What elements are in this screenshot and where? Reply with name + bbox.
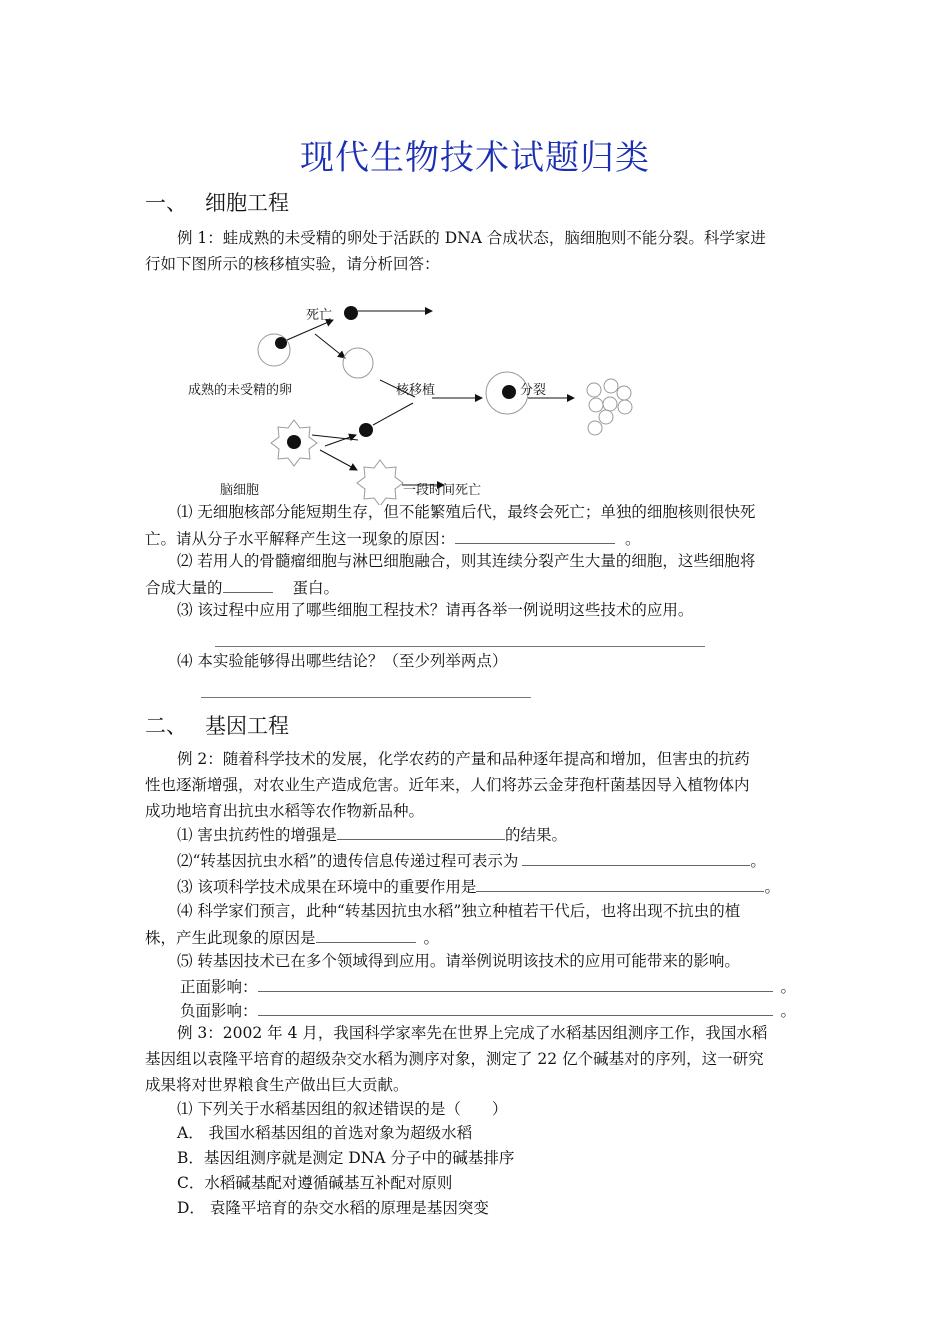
- text-line: 例 2：随着科学技术的发展，化学农药的产量和品种逐年提高和增加，但害虫的抗药: [177, 750, 750, 768]
- text-line: 。: [780, 978, 797, 996]
- text-line: 成功地培育出抗虫水稻等农作物新品种。: [145, 802, 425, 820]
- answer-blank[interactable]: [455, 525, 615, 544]
- text-line: 。: [750, 852, 766, 870]
- text-line: 基因组以袁隆平培育的超级杂交水稻为测序对象，测定了 22 亿个碱基对的序列，这一研究: [145, 1050, 764, 1068]
- text-line: ⑵“转基因抗虫水稻”的遗传信息传递过程可表示为: [177, 852, 519, 870]
- section-label: 基因工程: [205, 714, 289, 738]
- text-line: ⑷ 本实验能够得出哪些结论？（至少列举两点）: [177, 652, 508, 670]
- option-d[interactable]: D． 袁隆平培育的杂交水稻的原理是基因突变: [177, 1199, 489, 1217]
- egg-nucleus: [275, 337, 287, 349]
- answer-blank[interactable]: [316, 924, 416, 943]
- answer-blank[interactable]: [223, 574, 273, 593]
- text-line: 性也逐渐增强，对农业生产造成危害。近年来，人们将苏云金芽孢杆菌基因导入植物体内: [145, 776, 750, 794]
- positive-impact-row: [145, 973, 810, 1000]
- text-line: 正面影响：: [180, 978, 258, 996]
- text-line: ⑶ 该项科学技术成果在环境中的重要作用是: [177, 878, 477, 896]
- label-brain: 脑细胞: [220, 483, 260, 498]
- answer-blank[interactable]: [258, 973, 773, 992]
- text-line: 蛋白。: [292, 579, 340, 597]
- text-line: 。: [780, 1002, 797, 1020]
- example-2-intro: [145, 746, 810, 824]
- example-2-question-1: [145, 821, 810, 848]
- text-line: 。: [625, 530, 641, 548]
- transferred-nucleus: [502, 385, 516, 399]
- text-line: 亡。请从分子水平解释产生这一现象的原因：: [145, 530, 456, 548]
- label-dead: 死亡: [306, 308, 333, 323]
- example-2-question-5: [145, 948, 810, 974]
- example-2-question-2: [145, 847, 810, 874]
- text-line: 的结果。: [504, 826, 567, 844]
- label-transfer: 核移植: [396, 383, 436, 398]
- text-line: ⑴ 害虫抗药性的增强是: [177, 826, 337, 844]
- answer-blank[interactable]: [476, 873, 764, 892]
- text-line: 成果将对世界粮食生产做出巨大贡献。: [145, 1076, 409, 1094]
- text-line: 。: [423, 929, 440, 947]
- text-line: ⑸ 转基因技术已在多个领域得到应用。请举例说明该技术的应用可能带来的影响。: [177, 952, 740, 970]
- section-label: 细胞工程: [205, 191, 289, 215]
- nucleus-alone: [344, 306, 358, 320]
- example-2-question-4: [145, 898, 810, 951]
- text-line: 负面影响：: [180, 1002, 258, 1020]
- text-line: 行如下图所示的核移植实验，请分析回答：: [145, 255, 440, 273]
- label-divide: 分裂: [520, 383, 547, 398]
- text-line: ⑶ 该过程中应用了哪些细胞工程技术？请再各举一例说明这些技术的应用。: [177, 601, 694, 619]
- option-a[interactable]: A． 我国水稻基因组的首选对象为超级水稻: [177, 1124, 473, 1142]
- label-later-dead: 一段时间死亡: [403, 483, 482, 498]
- enucleated-egg: [343, 348, 373, 378]
- answer-blank[interactable]: [258, 997, 773, 1016]
- page-title: 现代生物技术试题归类: [300, 138, 650, 178]
- section-heading-gene-engineering: [145, 710, 289, 740]
- example-1-question-2: [145, 548, 810, 601]
- answer-line[interactable]: [201, 697, 531, 698]
- text-line: ⑴ 无细胞核部分能短期生存，但不能繁殖后代，最终会死亡；单独的细胞核则很快死: [177, 503, 756, 521]
- text-line: ⑵ 若用人的骨髓瘤细胞与淋巴细胞融合，则其连续分裂产生大量的细胞，这些细胞将: [177, 552, 756, 570]
- answer-line[interactable]: [215, 646, 705, 647]
- nuclear-transfer-diagram: [170, 295, 650, 505]
- text-line: 合成大量的: [145, 579, 223, 597]
- brain-nucleus-isolated: [359, 423, 373, 437]
- text-line: 。: [764, 878, 780, 896]
- example-3-intro: [145, 1020, 810, 1098]
- section-number: 二、: [145, 714, 187, 738]
- example-1-intro: [145, 225, 810, 277]
- example-1-question-1: [145, 499, 810, 552]
- example-2-question-3: [145, 873, 810, 900]
- text-line: 例 3：2002 年 4 月，我国科学家率先在世界上完成了水稻基因组测序工作，我国水稻: [177, 1024, 768, 1042]
- text-line: 例 1：蛙成熟的未受精的卵处于活跃的 DNA 合成状态，脑细胞则不能分裂。科学家进: [177, 229, 766, 247]
- text-line: 株，产生此现象的原因是: [145, 929, 316, 947]
- answer-blank[interactable]: [522, 847, 750, 866]
- dividing-cells: [587, 379, 632, 435]
- answer-blank[interactable]: [337, 821, 505, 840]
- section-number: 一、: [145, 191, 187, 215]
- text-line: ⑴ 下列关于水稻基因组的叙述错误的是（ ）: [177, 1100, 508, 1118]
- label-egg: 成熟的未受精的卵: [188, 383, 293, 398]
- option-b[interactable]: B．基因组测序就是测定 DNA 分子中的碱基排序: [177, 1149, 515, 1167]
- example-3-question-1: [145, 1096, 810, 1122]
- brain-nucleus: [287, 435, 301, 449]
- section-heading-cell-engineering: [145, 187, 289, 217]
- option-c[interactable]: C．水稻碱基配对遵循碱基互补配对原则: [177, 1174, 453, 1192]
- example-1-question-4: [145, 648, 810, 674]
- example-1-question-3: [145, 597, 810, 623]
- text-line: ⑷ 科学家们预言，此种“转基因抗虫水稻”独立种植若干代后，也将出现不抗虫的植: [177, 902, 741, 920]
